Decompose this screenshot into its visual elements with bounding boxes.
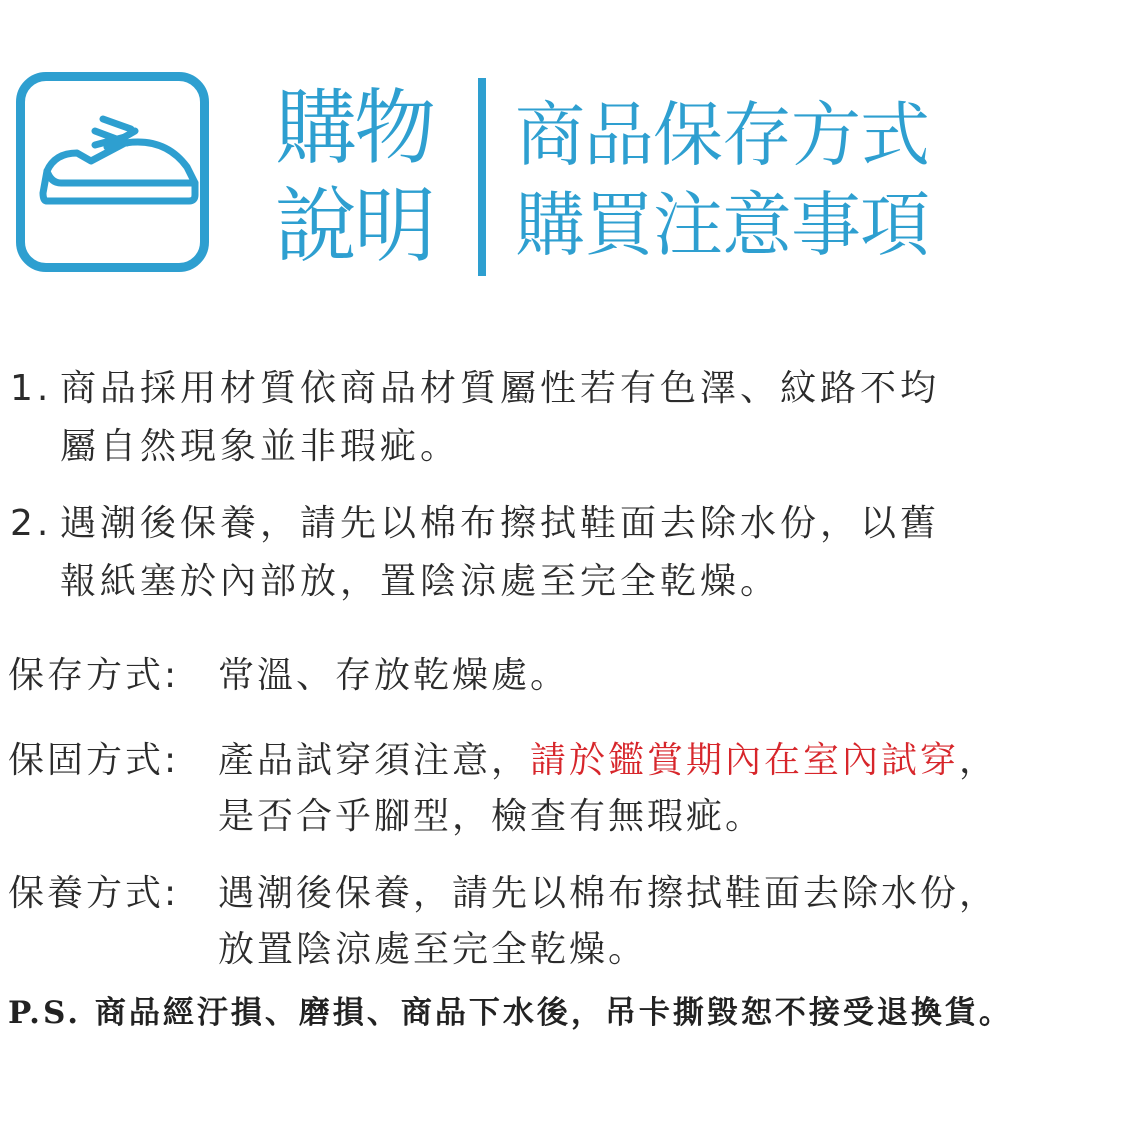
warranty-text-line-1 <box>218 733 998 789</box>
title-line-2: 說明 <box>275 179 434 274</box>
subtitle-line-1: 商品保存方式 <box>515 94 929 176</box>
maintenance-label: 保養方式: <box>8 873 180 914</box>
storage-label: 保存方式: <box>8 655 180 696</box>
note-text-line-2: 屬自然現象並非瑕疵。 <box>60 426 461 467</box>
ps-note: P.S. 商品經汙損、磨損、商品下水後，吊卡撕毀恕不接受退換貨。 <box>8 995 1013 1031</box>
header-divider <box>478 78 486 276</box>
icon-frame <box>16 72 209 272</box>
header-title <box>275 80 465 276</box>
maintenance-row <box>8 866 1123 978</box>
subtitle-line-2: 購買注意事項 <box>515 184 929 266</box>
note-number: 1. <box>10 368 53 409</box>
warranty-text-before: 產品試穿須注意， <box>218 740 531 781</box>
shoe-icon <box>25 81 200 263</box>
warranty-row <box>8 733 1123 845</box>
maintenance-text-line-1: 遇潮後保養，請先以棉布擦拭鞋面去除水份， <box>218 873 999 914</box>
note-text-line-2: 報紙塞於內部放，置陰涼處至完全乾燥。 <box>60 561 781 602</box>
header-subtitle <box>515 90 955 270</box>
warranty-text-after: ， <box>959 740 999 781</box>
storage-row <box>8 648 1123 704</box>
storage-text: 常溫、存放乾燥處。 <box>218 655 570 696</box>
note-text-line-1: 商品採用材質依商品材質屬性若有色澤、紋路不均 <box>60 368 941 409</box>
title-line-1: 購物 <box>275 81 434 176</box>
note-text-line-1: 遇潮後保養，請先以棉布擦拭鞋面去除水份，以舊 <box>60 503 941 544</box>
warranty-label: 保固方式: <box>8 740 180 781</box>
warranty-text-line-2: 是否合乎腳型，檢查有無瑕疵。 <box>218 796 765 837</box>
warranty-highlight: 請於鑑賞期內在室內試穿 <box>530 740 960 781</box>
header <box>0 0 1131 300</box>
note-item-2 <box>10 495 1120 611</box>
maintenance-text-line-2: 放置陰涼處至完全乾燥。 <box>218 929 648 970</box>
note-number: 2. <box>10 503 53 544</box>
note-item-1 <box>10 360 1120 476</box>
